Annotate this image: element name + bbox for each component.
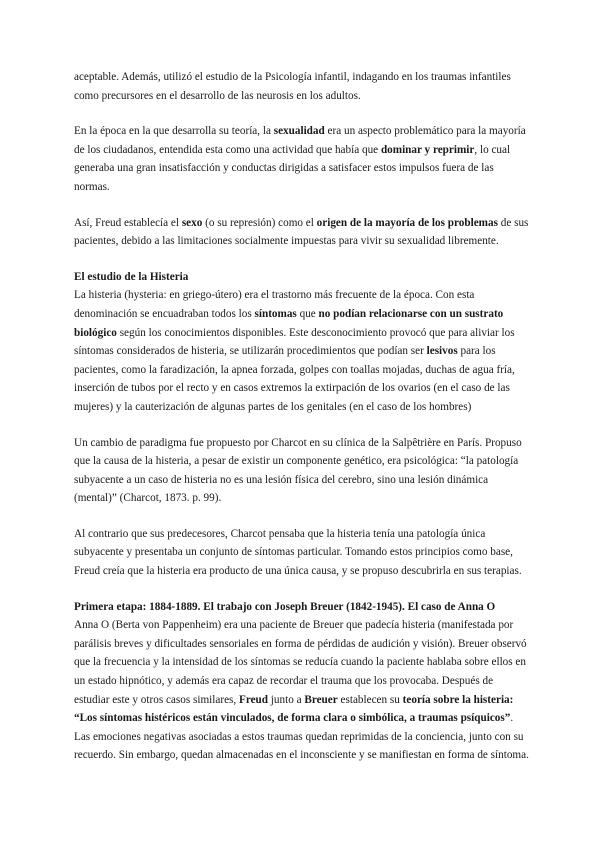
paragraph: Un cambio de paradigma fue propuesto por Charcot en su clínica de la Salpêtrière en París. Propuso que la causa de la histeria, a pesar de existir un componente genético, era psicológica: “la patología subyacente a un caso de histeria no es una lesión física del cerebro, sino una lesión dinámica (mental)” (Charcot, 1873. p. 99). — [74, 436, 522, 505]
bold-text: sexo — [181, 216, 203, 229]
bold-text: no podían relacionarse con un sustrato biológico — [74, 307, 504, 339]
bold-text: lesivos — [426, 345, 458, 358]
paragraph: Al contrario que sus predecesores, Charcot pensaba que la histeria tenía una patología única subyacente y presentaba un conjunto de síntomas particular. Tomando estos principios como base, Freud creía que la histeria era producto de una única causa, y se propuso descubrirla en sus terapias. — [74, 527, 522, 578]
paragraph: La histeria (hysteria: en griego-útero) era el trastorno más frecuente de la época. Con esta denominación se encuadraban todos los síntomas que no podían relacionarse con un sustrato biológico según los conocimientos disponibles. Este desconocimiento provocó que para aliviar los síntomas considerados de histeria, se utilizarán procedimientos que podían ser lesivos para los pacientes, como la faradización, la apnea forzada, golpes con toallas mojadas, duchas de agua fría, inserción de tubos por el recto y en casos extremos la extirpación de los ovarios (en el caso de las mujeres) y la cauterización de algunas partes de los genitales (en el caso de los hombres) — [74, 289, 515, 413]
paragraph: En la época en la que desarrolla su teoría, la sexualidad era un aspecto problemático para la mayoría de los ciudadanos, entendida esta como una actividad que había que dominar y reprimir, lo cual generaba una gran insatisfacción y conductas dirigidas a satisfacer estos impulsos fuera de las normas. — [74, 125, 526, 193]
bold-text: Breuer — [304, 693, 338, 706]
bold-text: Freud — [238, 693, 268, 706]
paragraph: aceptable. Además, utilizó el estudio de la Psicología infantil, indagando en los traumas infantiles como precursores en el desarrollo de las neurosis en los adultos. — [74, 71, 511, 102]
bold-text: origen de la mayoría de los problemas — [316, 216, 498, 229]
section-heading: El estudio de la Histeria — [74, 270, 189, 283]
paragraph: Así, Freud establecía el sexo (o su represión) como el origen de la mayoría de los problemas de sus pacientes, debido a las limitaciones socialmente impuestas para vivir su sexualidad libremente. — [74, 216, 529, 248]
section-heading: Primera etapa: 1884-1889. El trabajo con Joseph Breuer (1842-1945). El caso de Anna O — [74, 600, 496, 613]
paragraph: Anna O (Berta von Pappenheim) era una paciente de Breuer que padecía histeria (manifestada por parálisis breves y dificultades sensoriales en forma de pérdidas de audición y visión). Breuer observó que la frecuencia y la intensidad de los síntomas se reducía cuando la paciente hablaba sobre ellos en un estado hipnótico, y además era capaz de recordar el trauma que los provocaba. Después de estudiar este y otros casos similares, Freud junto a Breuer establecen su teoría sobre la histeria: “Los síntomas histéricos están vinculados, de forma clara o simbólica, a traumas psíquicos”. Las emociones negativas asociadas a estos traumas quedan reprimidas de la conciencia, junto con su recuerdo. Sin embargo, quedan almacenadas en el inconsciente y se manifiestan en forma de síntoma. — [74, 619, 529, 762]
bold-text: teoría sobre la histeria: “Los síntomas histéricos están vinculados, de forma clara o simbólica, a traumas psíquicos” — [74, 693, 514, 725]
bold-text: dominar y reprimir — [380, 143, 475, 156]
bold-text: sexualidad — [273, 125, 325, 138]
bold-text: síntomas — [254, 307, 297, 320]
